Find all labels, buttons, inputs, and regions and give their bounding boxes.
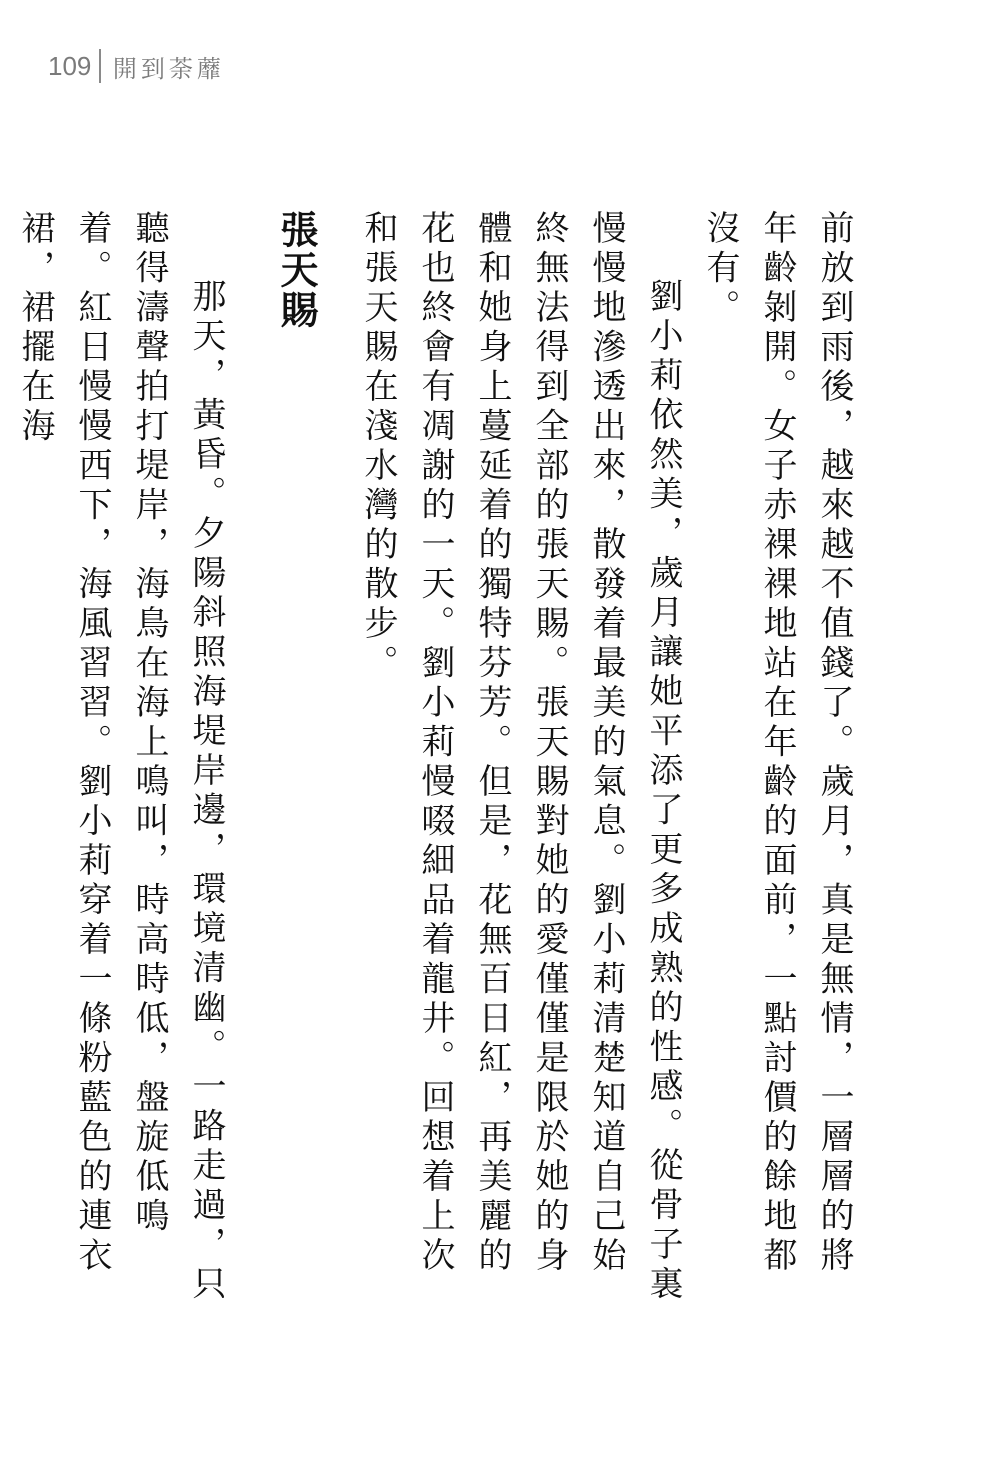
section-heading: 張天賜	[274, 210, 319, 330]
header-divider	[99, 49, 101, 83]
section-spacer	[234, 210, 258, 1310]
body-text	[6, 210, 862, 1310]
paragraph: 劉小莉依然美，歲月讓她平添了更多成熟的性感。從骨子裏慢慢地滲透出來，散發着最美的氣息。劉小莉清楚知道自己始終無法得到全部的張天賜。張天賜對她的愛僅僅是限於她的身體和她身上蔓延着的獨特芬芳。但是，花無百日紅，再美麗的花也終會有凋謝的一天。劉小莉慢啜細品着龍井。回想着上次和張天賜在淺水灣的散步。	[358, 210, 683, 1305]
book-title: 開到荼蘼	[112, 54, 225, 83]
running-head	[48, 46, 225, 86]
paragraph: 那天，黃昏。夕陽斜照海堤岸邊，環境清幽。一路走過，只聽得濤聲拍打堤岸，海鳥在海上鳴叫，時高時低，盤旋低鳴着。紅日慢慢西下，海風習習。劉小莉穿着一條粉藍色的連衣裙，裙擺在海	[15, 210, 226, 1305]
section-spacer	[325, 210, 349, 1310]
page-number: 109	[48, 50, 92, 81]
paragraph-continued: 前放到雨後，越來越不值錢了。歲月，真是無情，一層層的將年齡剝開。女子赤裸裸地站在年齡的面前，一點討價的餘地都沒有。	[700, 210, 854, 1277]
